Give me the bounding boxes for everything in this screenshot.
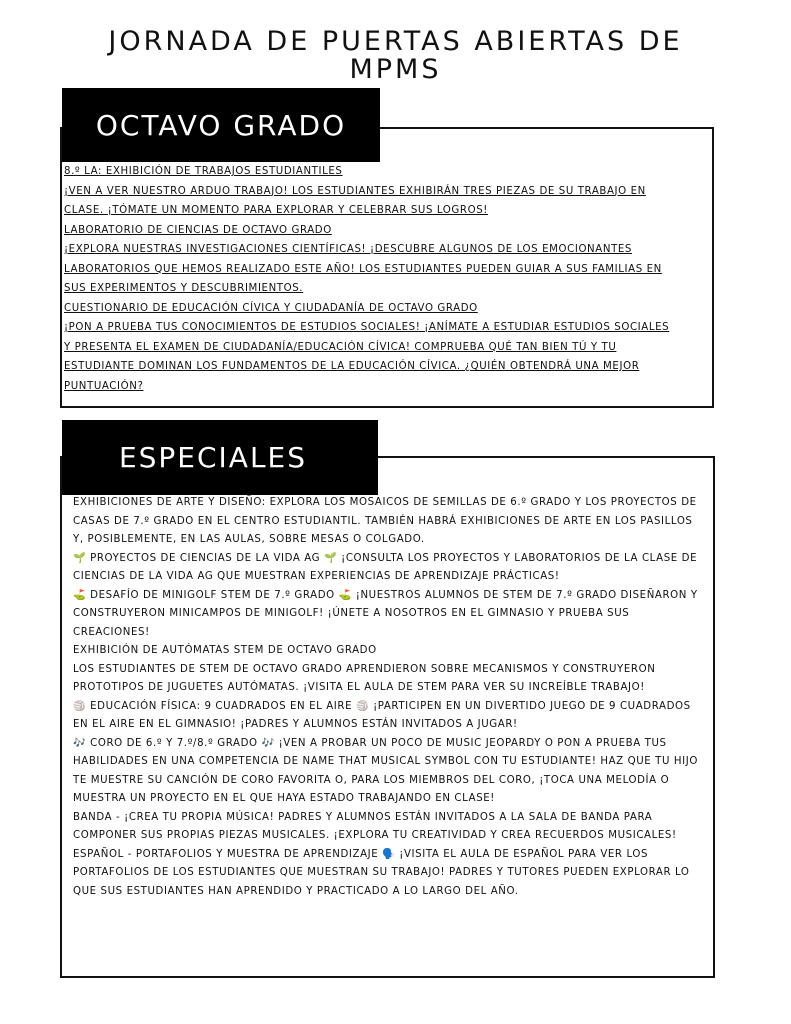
especiales-line: PORTAFOLIOS DE LOS ESTUDIANTES QUE MUESTRAN SU TRABAJO! PADRES Y TUTORES PUEDEN EXPLORAR LO	[73, 867, 690, 878]
especiales-line: 🎶 CORO DE 6.º Y 7.º/8.º GRADO 🎶 ¡VEN A PROBAR UN POCO DE MUSIC JEOPARDY O PON A PRUEBA TUS	[73, 737, 667, 749]
especiales-line: CREACIONES!	[73, 626, 150, 638]
especiales-line: EN EL AIRE EN EL GIMNASIO! ¡PADRES Y ALUMNOS ESTÁN INVITADOS A JUGAR!	[73, 719, 518, 730]
especiales-line: PROTOTIPOS DE JUGUETES AUTÓMATAS. ¡VISITA EL AULA DE STEM PARA VER SU INCREÍBLE TRABAJO!	[73, 682, 645, 693]
especiales-line: EXHIBICIÓN DE AUTÓMATAS STEM DE OCTAVO GRADO	[73, 645, 377, 656]
especiales-line: 🌱 PROYECTOS DE CIENCIAS DE LA VIDA AG 🌱 ¡CONSULTA LOS PROYECTOS Y LABORATORIOS DE LA CLASE DE	[73, 552, 698, 564]
octavo-line: CLASE. ¡TÓMATE UN MOMENTO PARA EXPLORAR Y CELEBRAR SUS LOGROS!	[64, 205, 488, 216]
especiales-line: CASAS DE 7.º GRADO EN EL CENTRO ESTUDIANTIL. TAMBIÉN HABRÁ EXHIBICIONES DE ARTE EN LOS PASILLOS	[73, 515, 693, 527]
especiales-content	[73, 494, 709, 901]
especiales-line: ⛳ DESAFÍO DE MINIGOLF STEM DE 7.º GRADO ⛳ ¡NUESTROS ALUMNOS DE STEM DE 7.º GRADO DISEÑARON Y	[73, 589, 698, 601]
especiales-line: COMPONER SUS PROPIAS PIEZAS MUSICALES. ¡EXPLORA TU CREATIVIDAD Y CREA RECUERDOS MUSICALES!	[73, 830, 677, 841]
octavo-line: SUS EXPERIMENTOS Y DESCUBRIMIENTOS.	[64, 283, 304, 294]
especiales-heading: ESPECIALES	[62, 420, 378, 495]
especiales-line: CIENCIAS DE LA VIDA AG QUE MUESTRAN EXPERIENCIAS DE APRENDIZAJE PRÁCTICAS!	[73, 571, 560, 582]
especiales-line: EXHIBICIONES DE ARTE Y DISEÑO: EXPLORA LOS MOSAICOS DE SEMILLAS DE 6.º GRADO Y LOS PROYECTOS DE	[73, 497, 697, 508]
octavo-line: LABORATORIO DE CIENCIAS DE OCTAVO GRADO	[64, 224, 332, 236]
octavo-grado-content	[64, 162, 712, 396]
especiales-line: ESPAÑOL - PORTAFOLIOS Y MUESTRA DE APRENDIZAJE 🗣️ ¡VISITA EL AULA DE ESPAÑOL PARA VER LOS	[73, 848, 649, 860]
page-title: JORNADA DE PUERTAS ABIERTAS DE MPMS	[108, 26, 683, 85]
octavo-line: Y PRESENTA EL EXAMEN DE CIUDADANÍA/EDUCACIÓN CÍVICA! COMPRUEBA QUÉ TAN BIEN TÚ Y TU	[64, 341, 617, 353]
octavo-line: LABORATORIOS QUE HEMOS REALIZADO ESTE AÑO! LOS ESTUDIANTES PUEDEN GUIAR A SUS FAMILIAS EN	[64, 263, 662, 275]
especiales-line: Y, POSIBLEMENTE, EN LAS AULAS, SOBRE MESAS O COLGADO.	[73, 534, 425, 545]
especiales-line: QUE SUS ESTUDIANTES HAN APRENDIDO Y PRACTICADO A LO LARGO DEL AÑO.	[73, 885, 519, 897]
octavo-line: ¡VEN A VER NUESTRO ARDUO TRABAJO! LOS ESTUDIANTES EXHIBIRÁN TRES PIEZAS DE SU TRABAJO EN	[64, 185, 646, 197]
octavo-line: CUESTIONARIO DE EDUCACIÓN CÍVICA Y CIUDADANÍA DE OCTAVO GRADO	[64, 302, 478, 314]
especiales-line: TE MUESTRE SU CANCIÓN DE CORO FAVORITA O, PARA LOS MIEMBROS DEL CORO, ¡TOCA UNA MELODÍA O	[73, 774, 670, 786]
especiales-line: MUESTRA UN PROYECTO EN EL QUE HAYA ESTADO TRABAJANDO EN CLASE!	[73, 793, 495, 804]
octavo-line: 8.º LA: EXHIBICIÓN DE TRABAJOS ESTUDIANTILES	[64, 166, 343, 177]
especiales-line: LOS ESTUDIANTES DE STEM DE OCTAVO GRADO APRENDIERON SOBRE MECANISMOS Y CONSTRUYERON	[73, 663, 656, 675]
octavo-grado-heading: OCTAVO GRADO	[62, 88, 380, 162]
especiales-line: CONSTRUYERON MINICAMPOS DE MINIGOLF! ¡ÚNETE A NOSOTROS EN EL GIMNASIO Y PRUEBA SUS	[73, 608, 630, 619]
octavo-line: ¡PON A PRUEBA TUS CONOCIMIENTOS DE ESTUDIOS SOCIALES! ¡ANÍMATE A ESTUDIAR ESTUDIOS SOCIALES	[64, 322, 670, 333]
especiales-line: HABILIDADES EN UNA COMPETENCIA DE NAME THAT MUSICAL SYMBOL CON TU ESTUDIANTE! HAZ QUE TU HIJO	[73, 756, 698, 767]
especiales-line: BANDA - ¡CREA TU PROPIA MÚSICA! PADRES Y ALUMNOS ESTÁN INVITADOS A LA SALA DE BANDA PARA	[73, 811, 653, 823]
especiales-line: 🏐 EDUCACIÓN FÍSICA: 9 CUADRADOS EN EL AIRE 🏐 ¡PARTICIPEN EN UN DIVERTIDO JUEGO DE 9 CUADRADOS	[73, 700, 691, 712]
octavo-line: PUNTUACIÓN?	[64, 380, 144, 392]
octavo-line: ¡EXPLORA NUESTRAS INVESTIGACIONES CIENTÍFICAS! ¡DESCUBRE ALGUNOS DE LOS EMOCIONANTES	[64, 244, 632, 255]
octavo-line: ESTUDIANTE DOMINAN LOS FUNDAMENTOS DE LA EDUCACIÓN CÍVICA. ¿QUIÉN OBTENDRÁ UNA MEJOR	[64, 361, 640, 372]
